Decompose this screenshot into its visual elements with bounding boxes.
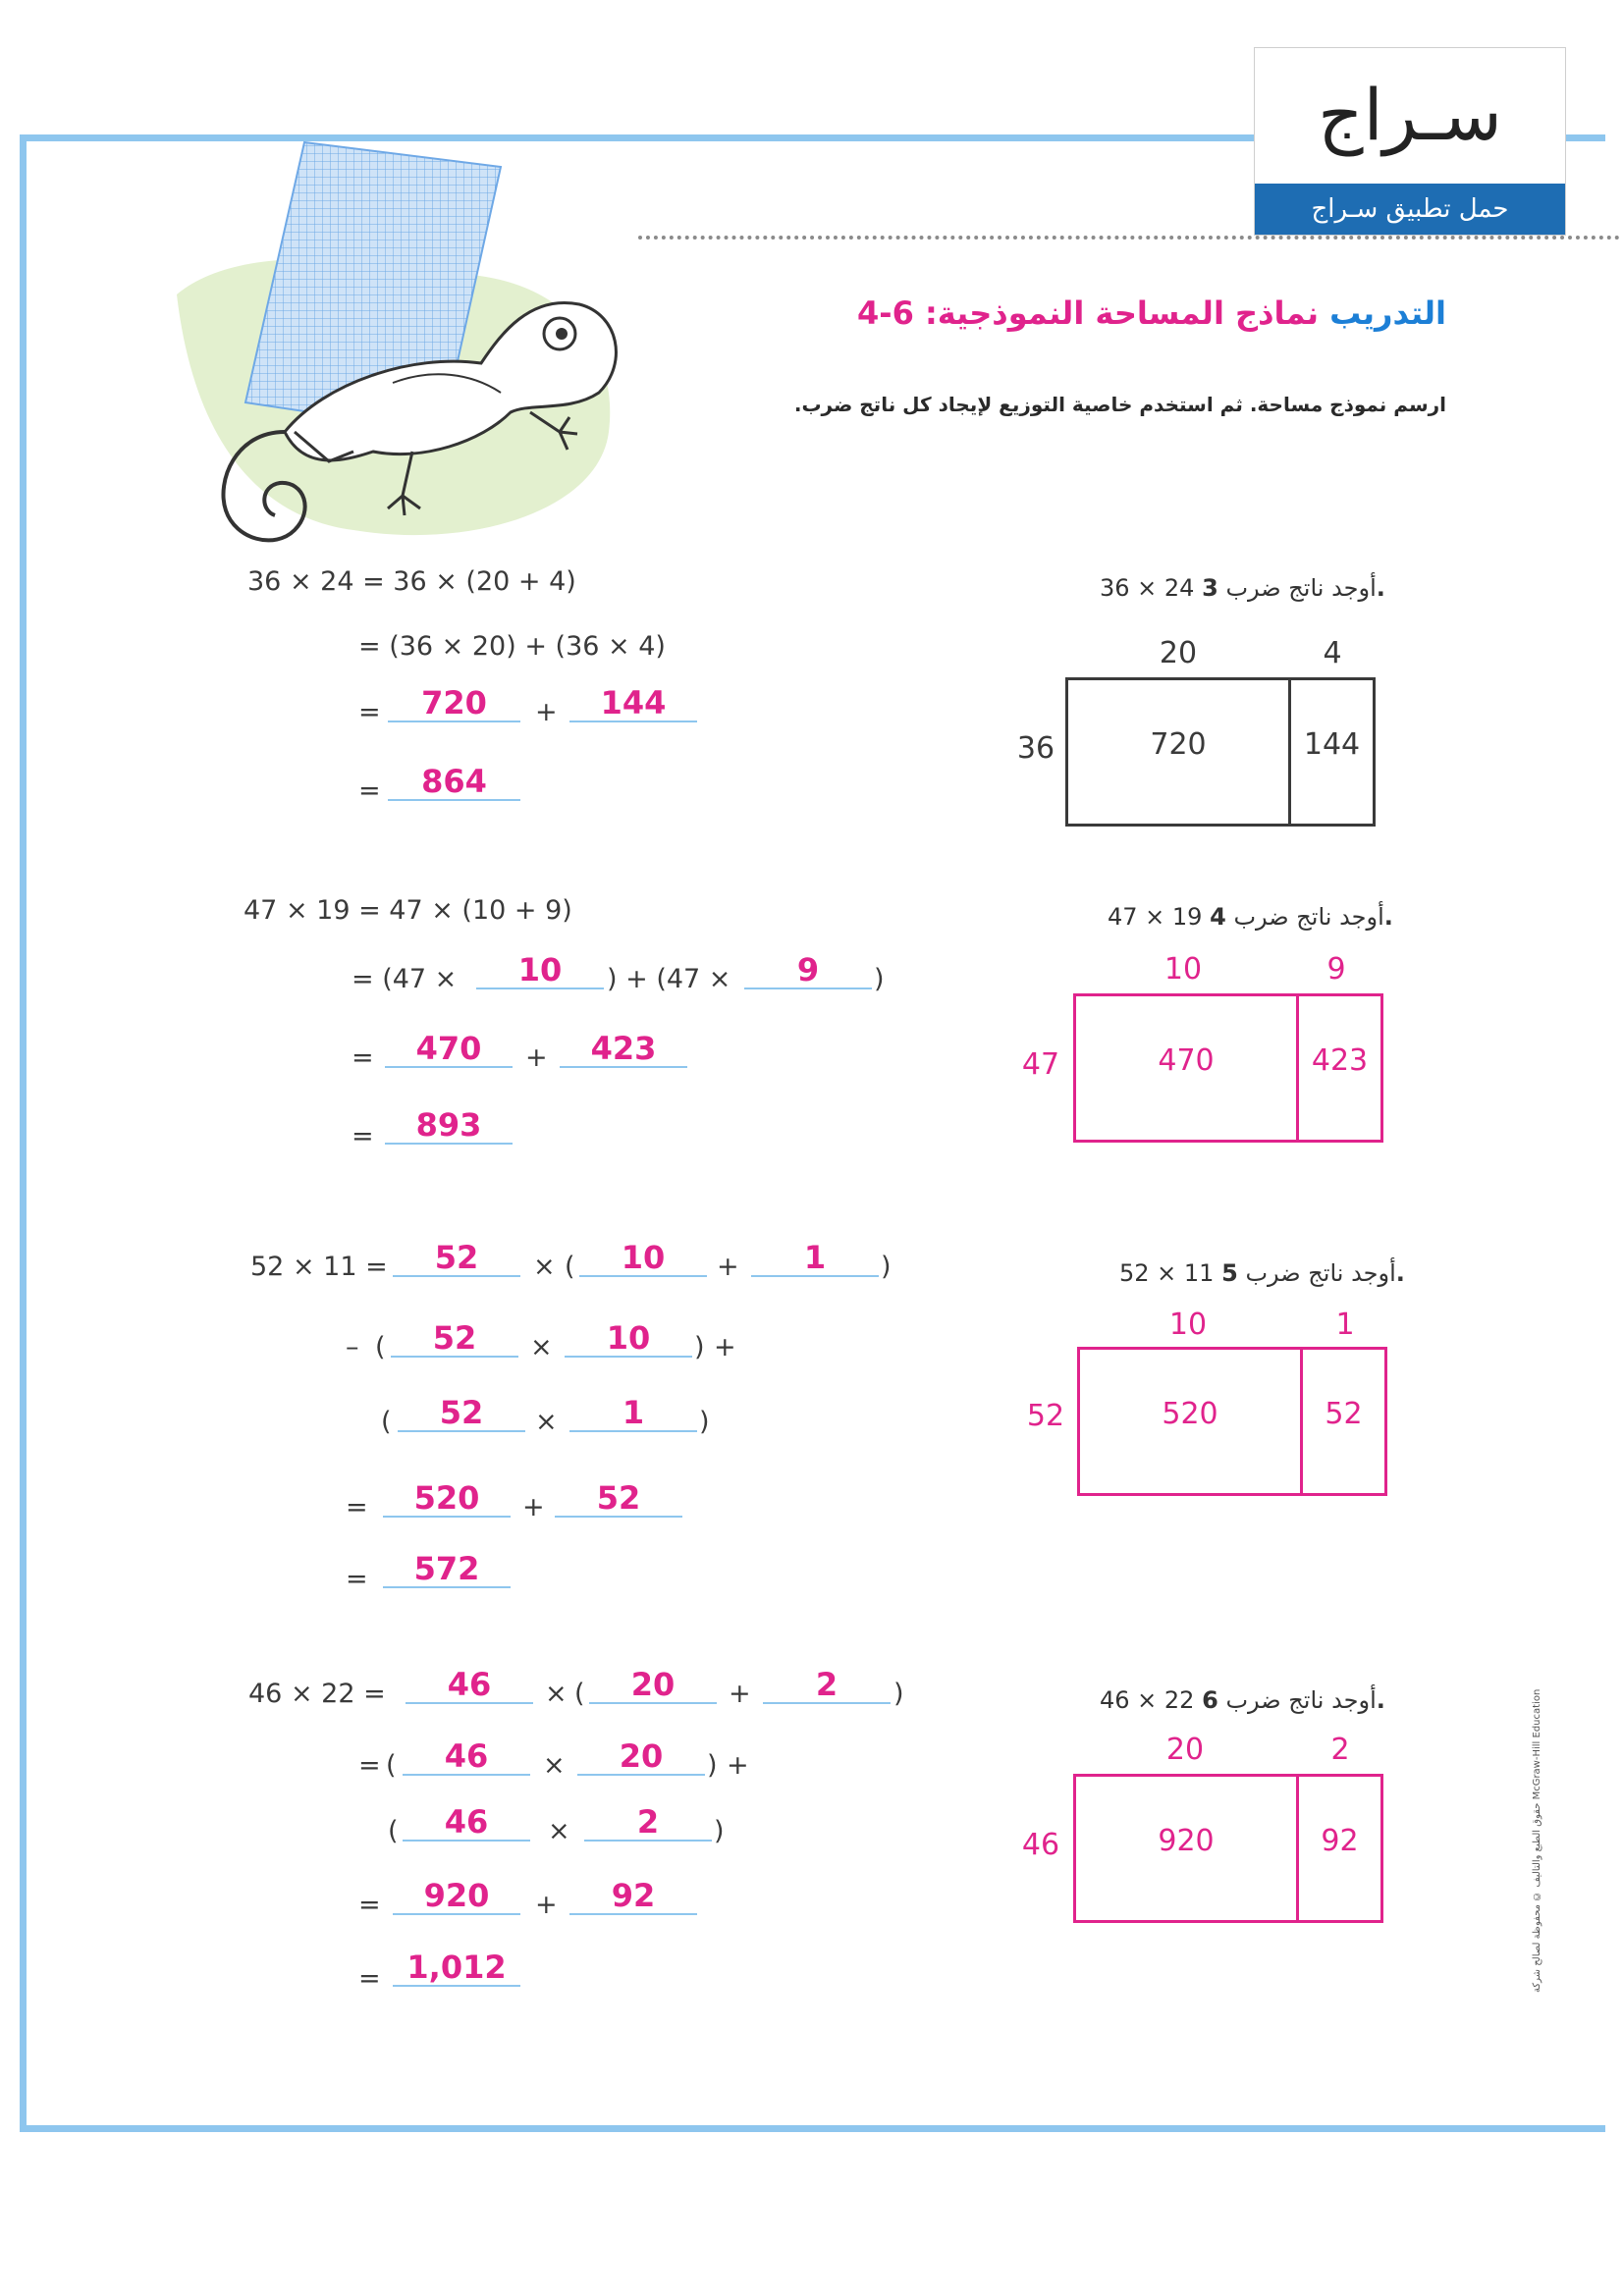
plus-sign: + (535, 1890, 558, 1920)
problem-3-partial-1[interactable]: 720 (388, 685, 520, 722)
logo-word: سـراج (1318, 74, 1502, 156)
times-sign: × (530, 1332, 553, 1362)
problem-4-result[interactable]: 893 (385, 1107, 513, 1145)
equals-sign: = (358, 775, 381, 806)
problem-5-area-model (1077, 1347, 1387, 1496)
equals-sign: = (358, 1890, 381, 1920)
problem-6-eq-prefix: 46 × 22 = (248, 1679, 386, 1709)
times-sign: × (548, 1816, 570, 1846)
problem-4-number: 4. (1210, 903, 1393, 931)
problem-5-blank-a[interactable]: 52 (393, 1240, 520, 1277)
problem-6-label (1100, 1686, 1385, 1714)
dash-sign: – (346, 1332, 359, 1362)
problem-3-result[interactable]: 864 (388, 764, 520, 801)
problem-6-blank-c[interactable]: 2 (763, 1667, 891, 1704)
problem-4-expr: 47 × 19 (1108, 903, 1203, 931)
logo-tagline[interactable]: حمل تطبيق سـراج (1255, 184, 1565, 235)
problem-3-text: أوجد ناتج ضرب (1225, 574, 1377, 602)
problem-6-blank-a[interactable]: 46 (406, 1667, 533, 1704)
problem-6-result[interactable]: 1,012 (393, 1949, 520, 1987)
problem-3-cell-1: 720 (1150, 727, 1207, 762)
problem-4-eq-line1: 47 × 19 = 47 × (10 + 9) (243, 895, 572, 926)
problem-5-blank-b[interactable]: 10 (579, 1240, 707, 1277)
problem-5-number: 5. (1221, 1259, 1405, 1287)
equals-sign: = (352, 1121, 374, 1151)
problem-4-line2-part-3: ) (874, 964, 885, 994)
problem-6-area-model (1073, 1774, 1383, 1923)
problem-5-top-label-1: 10 (1168, 1308, 1208, 1342)
problem-4-area-model (1073, 993, 1383, 1143)
problem-6-cell-2: 92 (1321, 1824, 1359, 1858)
problem-6-number: 6. (1202, 1686, 1385, 1714)
title-part-1: التدريب (1329, 294, 1446, 332)
plus-sign: + (714, 1332, 736, 1362)
close-paren: ) (699, 1407, 710, 1437)
close-paren: ) (714, 1816, 725, 1846)
equals-sign: = (352, 1042, 374, 1073)
chameleon-grid-illustration (157, 137, 648, 560)
problem-6-blank-d[interactable]: 46 (403, 1738, 530, 1776)
close-paren: ) (707, 1750, 718, 1781)
problem-3-partial-2[interactable]: 144 (569, 685, 697, 722)
problem-4-top-label-2: 9 (1326, 952, 1346, 987)
problem-6-top-label-1: 20 (1165, 1733, 1205, 1767)
times-sign: × (543, 1750, 566, 1781)
equals-sign: = (346, 1564, 368, 1594)
problem-6-blank-e[interactable]: 20 (577, 1738, 705, 1776)
problem-3-top-label-1: 20 (1159, 636, 1198, 670)
open-paren: ( (388, 1816, 399, 1846)
problem-5-side-label: 52 (1026, 1399, 1065, 1433)
logo (1254, 47, 1566, 236)
problem-3-label (1100, 574, 1385, 602)
equals-sign: = (358, 1963, 381, 1994)
problem-6-cell-1: 920 (1158, 1824, 1215, 1858)
problem-3-expr: 36 × 24 (1100, 574, 1195, 602)
problem-3-number: 3. (1202, 574, 1385, 602)
close-paren: ) (881, 1252, 892, 1282)
problem-4-partial-1[interactable]: 470 (385, 1031, 513, 1068)
problem-5-cell-1: 520 (1162, 1397, 1218, 1431)
times-sign: × (535, 1407, 558, 1437)
problem-4-blank-10[interactable]: 10 (476, 952, 604, 989)
problem-6-partial-1[interactable]: 920 (393, 1878, 520, 1915)
problem-4-top-label-1: 10 (1163, 952, 1203, 987)
problem-3-side-label: 36 (1016, 731, 1055, 766)
problem-6-expr: 46 × 22 (1100, 1686, 1195, 1714)
times-sign: × (545, 1679, 568, 1709)
problem-5-text: أوجد ناتج ضرب (1245, 1259, 1396, 1287)
times-sign: × (533, 1252, 556, 1282)
open-paren: ( (381, 1407, 392, 1437)
problem-5-blank-e[interactable]: 10 (565, 1320, 692, 1358)
equals-sign: = (358, 1750, 381, 1781)
problem-3-eq-line1: 36 × 24 = 36 × (20 + 4) (247, 566, 576, 597)
problem-5-expr: 52 × 11 (1119, 1259, 1215, 1287)
problem-6-blank-f[interactable]: 46 (403, 1804, 530, 1842)
problem-5-top-label-2: 1 (1335, 1308, 1355, 1342)
problem-4-text: أوجد ناتج ضرب (1233, 903, 1384, 931)
close-paren: ) (893, 1679, 904, 1709)
problem-5-partial-2[interactable]: 52 (555, 1480, 682, 1518)
problem-6-text: أوجد ناتج ضرب (1225, 1686, 1377, 1714)
copyright-margin-text: حقوق الطبع والتأليف © محفوظة لصالح شركة McGraw-Hill Education (1532, 1688, 1542, 1993)
problem-3-cell-2: 144 (1303, 727, 1361, 762)
problem-3-eq-line2: = (36 × 20) + (36 × 4) (358, 631, 666, 662)
problem-4-line2-part-1: = (47 × (352, 964, 458, 994)
problem-4-cell-2: 423 (1311, 1043, 1369, 1078)
plus-sign: + (729, 1679, 751, 1709)
problem-4-partial-2[interactable]: 423 (560, 1031, 687, 1068)
problem-6-blank-g[interactable]: 2 (584, 1804, 712, 1842)
open-paren: ( (375, 1332, 386, 1362)
problem-5-blank-f[interactable]: 52 (398, 1395, 525, 1432)
instructions: ارسم نموذج مساحة. ثم استخدم خاصية التوزيع لإيجاد كل ناتج ضرب. (793, 393, 1446, 416)
problem-6-top-label-2: 2 (1330, 1733, 1350, 1767)
plus-sign: + (727, 1750, 749, 1781)
plus-sign: + (717, 1252, 739, 1282)
problem-5-result[interactable]: 572 (383, 1551, 511, 1588)
close-paren: ) (694, 1332, 705, 1362)
open-paren: ( (574, 1679, 585, 1709)
title-part-2: نماذج المساحة النموذجية: 6-4 (857, 294, 1320, 332)
problem-3-top-label-2: 4 (1323, 636, 1342, 670)
plus-sign: + (522, 1492, 545, 1522)
problem-4-side-label: 47 (1021, 1047, 1060, 1082)
problem-5-blank-c[interactable]: 1 (751, 1240, 879, 1277)
problem-5-cell-2: 52 (1325, 1397, 1363, 1431)
open-paren: ( (386, 1750, 397, 1781)
equals-sign: = (346, 1492, 368, 1522)
problem-6-blank-b[interactable]: 20 (589, 1667, 717, 1704)
equals-sign: = (358, 697, 381, 727)
problem-6-partial-2[interactable]: 92 (569, 1878, 697, 1915)
open-paren: ( (565, 1252, 575, 1282)
problem-5-blank-d[interactable]: 52 (391, 1320, 518, 1358)
problem-5-label (1119, 1259, 1405, 1287)
problem-5-eq-prefix: 52 × 11 = (250, 1252, 388, 1282)
plus-sign: + (535, 697, 558, 727)
problem-5-partial-1[interactable]: 520 (383, 1480, 511, 1518)
problem-4-label (1108, 903, 1393, 931)
dotted-divider (638, 236, 1620, 240)
problem-4-cell-1: 470 (1158, 1043, 1215, 1078)
plus-sign: + (525, 1042, 548, 1073)
lesson-title (857, 294, 1446, 332)
problem-3-area-model (1065, 677, 1376, 827)
problem-4-blank-9[interactable]: 9 (744, 952, 872, 989)
problem-6-side-label: 46 (1021, 1828, 1060, 1862)
problem-4-line2-part-2: ) + (47 × (607, 964, 731, 994)
problem-5-blank-g[interactable]: 1 (569, 1395, 697, 1432)
